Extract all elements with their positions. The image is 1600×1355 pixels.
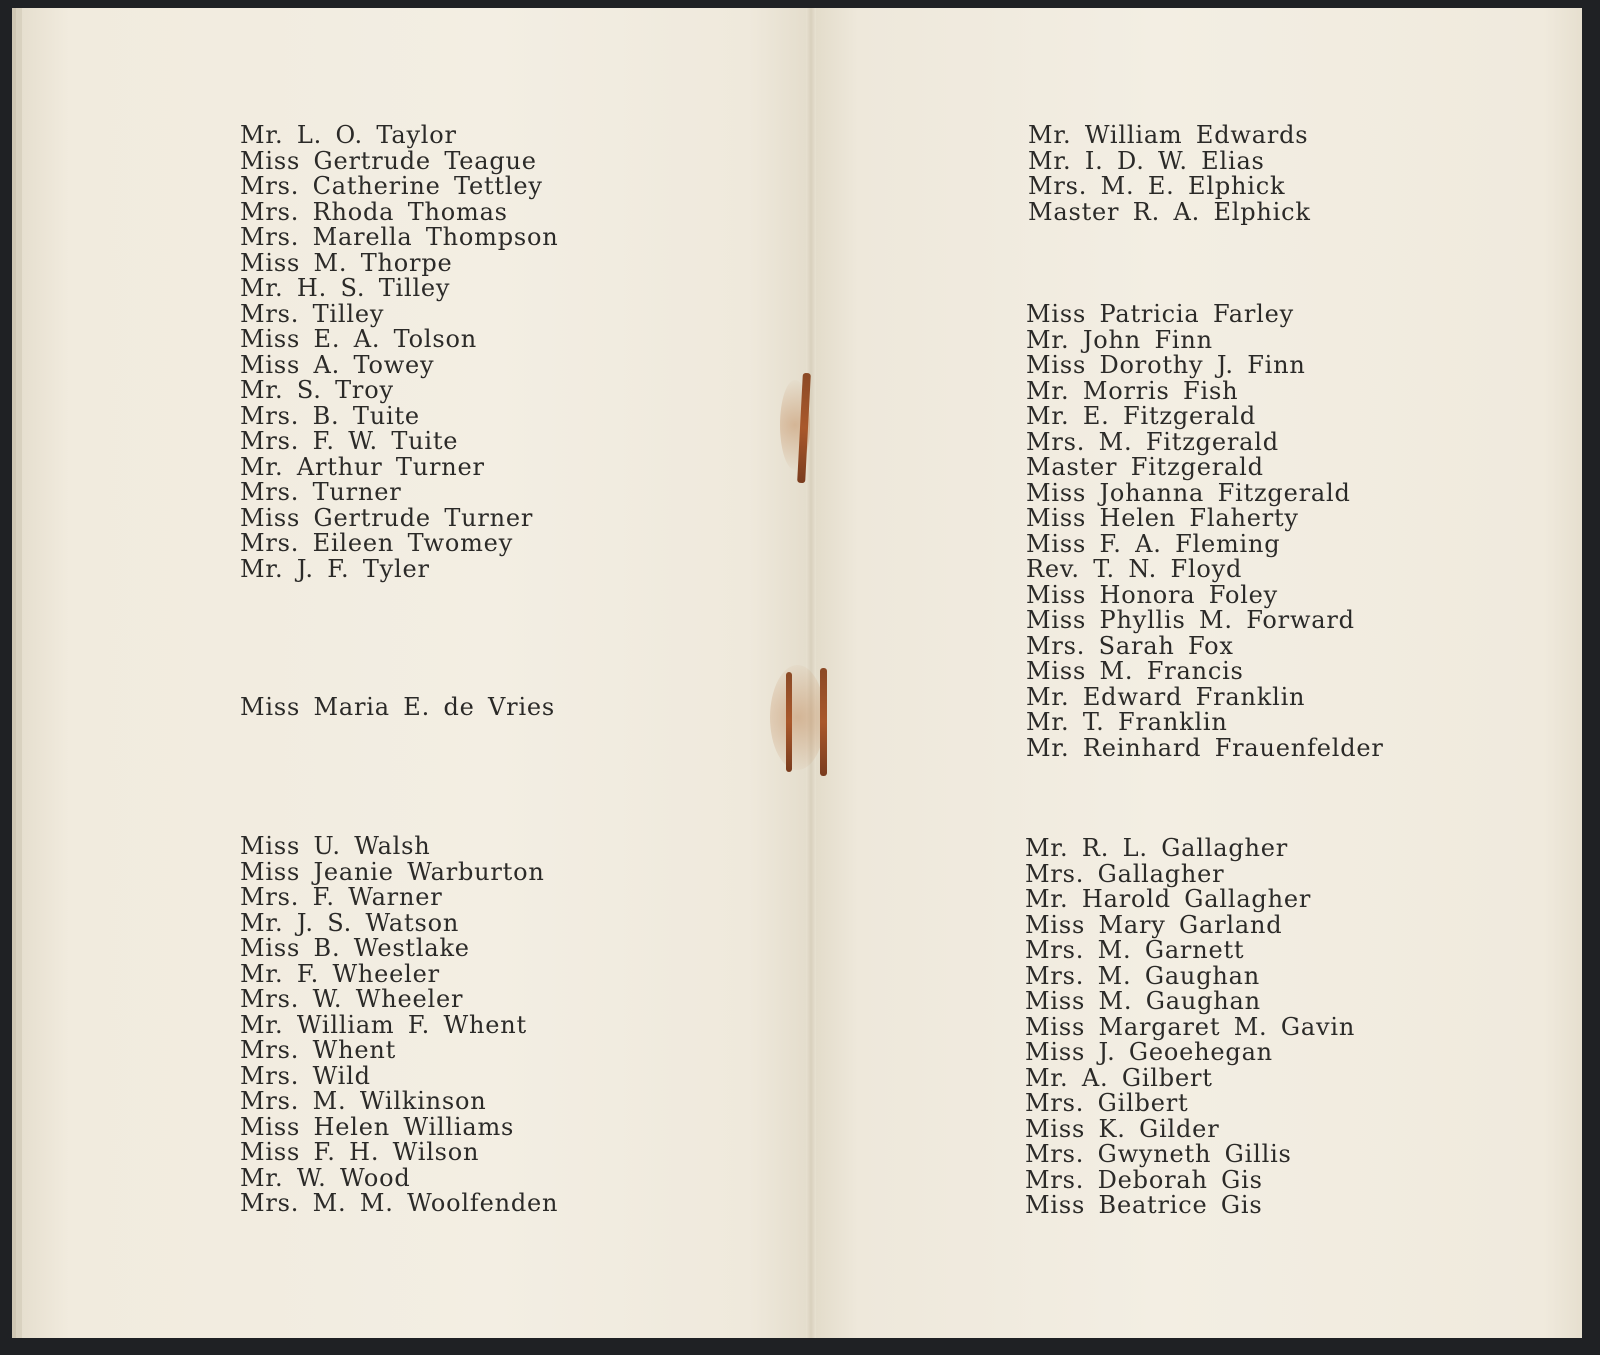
name-entry: Master Fitzgerald xyxy=(1026,453,1264,481)
name-entry: Mrs. Eileen Twomey xyxy=(240,529,514,557)
name-entry: Miss F. H. Wilson xyxy=(240,1138,480,1166)
name-list-e xyxy=(1028,123,1311,225)
binding-thread-lower-right xyxy=(820,668,827,776)
name-entry: Miss Honora Foley xyxy=(1026,580,1279,609)
name-entry: Mrs. Deborah Gis xyxy=(1025,1165,1263,1194)
name-entry: Mrs. W. Wheeler xyxy=(240,985,464,1013)
name-entry: Mr. Harold Gallagher xyxy=(1025,885,1312,913)
name-entry: Mr. J. F. Tyler xyxy=(240,554,430,583)
name-entry: Master R. A. Elphick xyxy=(1028,197,1311,226)
name-entry: Miss Patricia Farley xyxy=(1026,300,1294,328)
name-entry: Mr. Edward Franklin xyxy=(1026,682,1306,711)
name-entry: Miss Phyllis M. Forward xyxy=(1026,606,1355,634)
name-entry: Miss Margaret M. Gavin xyxy=(1025,1012,1356,1041)
name-entry: Miss K. Gilder xyxy=(1025,1114,1220,1143)
name-entry: Miss Maria E. de Vries xyxy=(240,693,556,721)
name-entry: Mrs. M. E. Elphick xyxy=(1028,172,1286,200)
name-list-t xyxy=(240,123,559,582)
name-entry: Miss U. Walsh xyxy=(240,832,431,860)
name-entry: Mrs. Turner xyxy=(240,478,402,506)
name-entry: Rev. T. N. Floyd xyxy=(1026,555,1243,583)
name-entry: Mrs. Catherine Tettley xyxy=(240,172,543,200)
name-entry: Mrs. M. M. Woolfenden xyxy=(240,1189,559,1217)
name-entry: Mr. R. L. Gallagher xyxy=(1025,834,1289,862)
name-entry: Mr. Morris Fish xyxy=(1026,376,1239,405)
name-list-g xyxy=(1025,836,1355,1219)
name-entry: Mrs. M. Gaughan xyxy=(1025,961,1260,990)
name-entry: Mr. W. Wood xyxy=(240,1163,411,1192)
name-list-f xyxy=(1026,302,1384,761)
name-entry: Mrs. Gallagher xyxy=(1025,859,1225,888)
name-entry: Mr. J. S. Watson xyxy=(240,908,460,937)
name-entry: Mr. H. S. Tilley xyxy=(240,274,451,302)
stitch-stain-lower xyxy=(770,665,825,770)
name-entry: Mr. William F. Whent xyxy=(240,1010,527,1039)
name-entry: Miss Gertrude Teague xyxy=(240,146,537,175)
name-entry: Mrs. Sarah Fox xyxy=(1026,631,1234,660)
name-entry: Mr. Reinhard Frauenfelder xyxy=(1026,733,1384,762)
name-entry: Mrs. M. Fitzgerald xyxy=(1026,427,1279,456)
name-entry: Mrs. F. W. Tuite xyxy=(240,427,459,455)
name-entry: Miss Mary Garland xyxy=(1025,910,1283,939)
name-entry: Miss M. Gaughan xyxy=(1025,987,1261,1015)
name-entry: Mrs. Marella Thompson xyxy=(240,223,559,251)
name-entry: Mr. John Finn xyxy=(1026,325,1213,354)
name-entry: Miss B. Westlake xyxy=(240,934,470,962)
name-entry: Miss A. Towey xyxy=(240,350,435,379)
name-entry: Mrs. Wild xyxy=(240,1061,371,1090)
name-entry: Miss Johanna Fitzgerald xyxy=(1026,478,1351,507)
name-entry: Mrs. Gwyneth Gillis xyxy=(1025,1140,1292,1168)
name-entry: Mrs. M. Wilkinson xyxy=(240,1087,487,1115)
name-entry: Miss Helen Flaherty xyxy=(1026,504,1299,532)
name-entry: Miss F. A. Fleming xyxy=(1026,529,1281,558)
name-entry: Mrs. Tilley xyxy=(240,299,385,328)
name-entry: Mr. E. Fitzgerald xyxy=(1026,402,1257,430)
name-list-w xyxy=(240,834,558,1217)
name-entry: Miss Dorothy J. Finn xyxy=(1026,351,1306,379)
name-entry: Miss Helen Williams xyxy=(240,1112,515,1141)
name-entry: Miss Jeanie Warburton xyxy=(240,857,545,886)
name-entry: Mr. William Edwards xyxy=(1028,121,1309,149)
name-list-v xyxy=(240,695,555,721)
name-entry: Mrs. Whent xyxy=(240,1036,397,1064)
name-entry: Mr. A. Gilbert xyxy=(1025,1063,1213,1092)
name-entry: Mrs. Rhoda Thomas xyxy=(240,197,508,226)
name-entry: Mr. S. Troy xyxy=(240,376,394,404)
name-entry: Mrs. F. Warner xyxy=(240,883,443,911)
binding-thread-lower-left xyxy=(786,672,792,772)
name-entry: Miss E. A. Tolson xyxy=(240,325,477,353)
name-entry: Mrs. Gilbert xyxy=(1025,1089,1189,1117)
name-entry: Mr. I. D. W. Elias xyxy=(1028,146,1265,175)
name-entry: Miss Gertrude Turner xyxy=(240,503,534,532)
name-entry: Miss J. Geoehegan xyxy=(1025,1038,1273,1066)
name-entry: Mrs. M. Garnett xyxy=(1025,936,1245,964)
name-entry: Mr. T. Franklin xyxy=(1026,708,1228,736)
name-entry: Miss M. Thorpe xyxy=(240,248,453,277)
name-entry: Mr. L. O. Taylor xyxy=(240,121,457,149)
name-entry: Mr. F. Wheeler xyxy=(240,959,440,988)
name-entry: Miss M. Francis xyxy=(1026,657,1244,685)
name-entry: Mr. Arthur Turner xyxy=(240,452,485,481)
name-entry: Mrs. B. Tuite xyxy=(240,401,420,430)
name-entry: Miss Beatrice Gis xyxy=(1025,1191,1263,1219)
